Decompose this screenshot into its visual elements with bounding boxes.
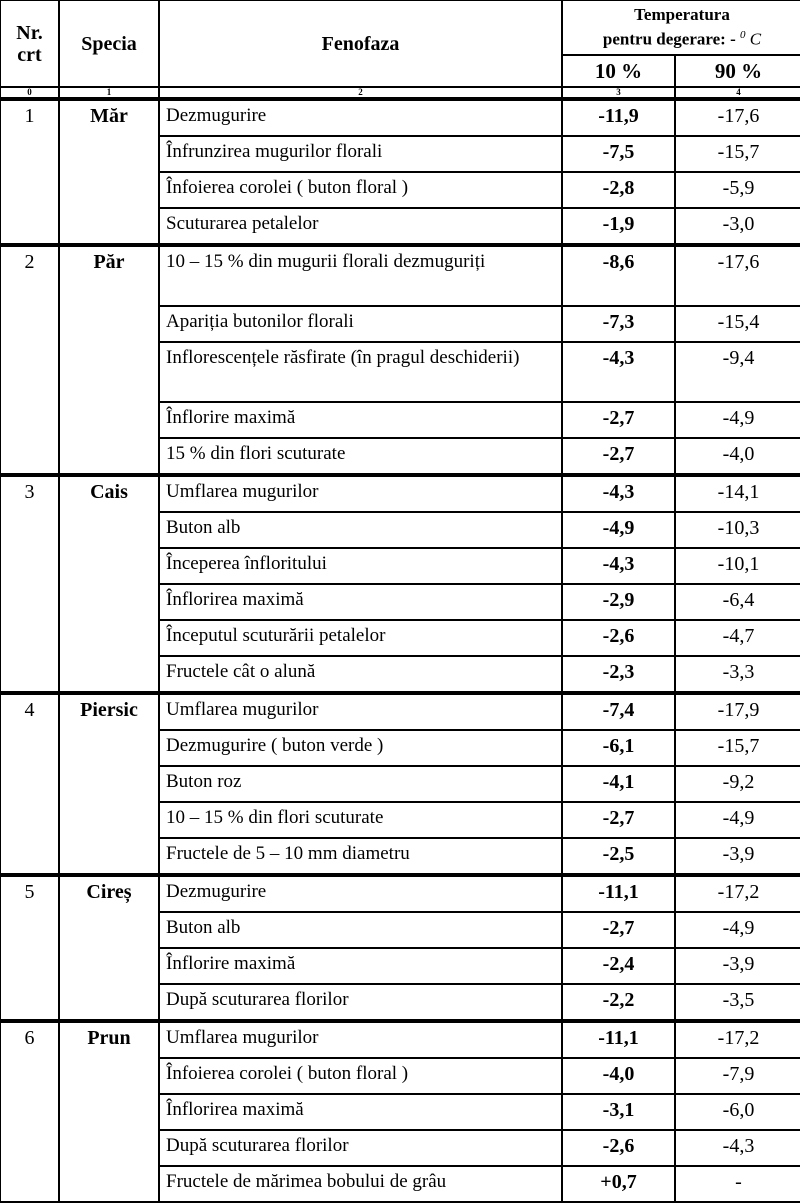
temp-10-cell: -4,3 [562, 475, 675, 512]
temp-90-cell: -7,9 [675, 1058, 800, 1094]
table-body [0, 99, 800, 1202]
species-cell: Măr [59, 99, 159, 245]
temp-10-cell: -4,0 [562, 1058, 675, 1094]
index-row [0, 87, 800, 99]
temp-90-cell: -6,0 [675, 1094, 800, 1130]
table-row [0, 99, 800, 136]
temp-10-cell: -2,2 [562, 984, 675, 1021]
temp-90-cell: -3,3 [675, 656, 800, 693]
phenophase-cell: Umflarea mugurilor [159, 1021, 562, 1058]
phenophase-cell: Începerea înfloritului [159, 548, 562, 584]
temp-10-cell: -7,5 [562, 136, 675, 172]
table-row [0, 693, 800, 730]
temp-10-cell: -11,1 [562, 1021, 675, 1058]
temp-90-cell: -5,9 [675, 172, 800, 208]
header-temperatura-line1: Temperatura [634, 5, 730, 25]
phenophase-cell: Înfoierea corolei ( buton floral ) [159, 172, 562, 208]
temp-90-cell: -9,2 [675, 766, 800, 802]
temp-90-cell: -14,1 [675, 475, 800, 512]
table-row [0, 475, 800, 512]
header-temperatura-line2: pentru degerare: - [602, 29, 736, 49]
phenophase-cell: Umflarea mugurilor [159, 475, 562, 512]
phenophase-cell: Dezmugurire ( buton verde ) [159, 730, 562, 766]
species-cell: Prun [59, 1021, 159, 1202]
temp-10-cell: -2,8 [562, 172, 675, 208]
species-cell: Cireș [59, 875, 159, 1021]
header-fenofaza: Fenofaza [159, 0, 562, 87]
phenophase-cell: Dezmugurire [159, 99, 562, 136]
temp-90-cell: -9,4 [675, 342, 800, 402]
temp-90-cell: -3,5 [675, 984, 800, 1021]
species-cell: Piersic [59, 693, 159, 875]
temp-90-cell: - [675, 1166, 800, 1202]
phenophase-cell: Înfoierea corolei ( buton floral ) [159, 1058, 562, 1094]
temp-90-cell: -17,6 [675, 99, 800, 136]
phenophase-cell: Umflarea mugurilor [159, 693, 562, 730]
temp-10-cell: -4,1 [562, 766, 675, 802]
nr-cell: 5 [0, 875, 59, 1021]
phenophase-cell: 10 – 15 % din flori scuturate [159, 802, 562, 838]
phenophase-cell: Inflorescențele răsfirate (în pragul deschiderii) [159, 342, 562, 402]
phenophase-cell: Buton alb [159, 512, 562, 548]
temp-10-cell: -3,1 [562, 1094, 675, 1130]
temp-10-cell: -2,7 [562, 438, 675, 475]
table-row [0, 875, 800, 912]
temp-10-cell: -1,9 [562, 208, 675, 245]
header-temperatura-sup: 0 [739, 29, 746, 42]
header-temperatura [562, 0, 800, 55]
phenophase-cell: Începutul scuturării petalelor [159, 620, 562, 656]
temp-90-cell: -3,9 [675, 948, 800, 984]
temp-10-cell: -4,9 [562, 512, 675, 548]
phenophase-cell: Apariția butonilor florali [159, 306, 562, 342]
header-nr: Nr. crt [0, 0, 59, 87]
temp-90-cell: -6,4 [675, 584, 800, 620]
temp-10-cell: -11,1 [562, 875, 675, 912]
temp-90-cell: -10,1 [675, 548, 800, 584]
temp-90-cell: -17,2 [675, 1021, 800, 1058]
temp-10-cell: -4,3 [562, 548, 675, 584]
index-cell: 1 [59, 87, 159, 99]
temp-90-cell: -3,9 [675, 838, 800, 875]
temp-10-cell: -2,4 [562, 948, 675, 984]
phenophase-cell: Înflorire maximă [159, 402, 562, 438]
index-cell: 0 [0, 87, 59, 99]
temp-90-cell: -15,7 [675, 136, 800, 172]
temp-90-cell: -4,9 [675, 912, 800, 948]
temp-10-cell: -2,3 [562, 656, 675, 693]
phenophase-cell: Înflorire maximă [159, 948, 562, 984]
temp-90-cell: -4,0 [675, 438, 800, 475]
nr-cell: 6 [0, 1021, 59, 1202]
temp-10-cell: -2,5 [562, 838, 675, 875]
temp-90-cell: -10,3 [675, 512, 800, 548]
index-cell: 4 [675, 87, 800, 99]
header-10: 10 % [562, 55, 675, 87]
temp-90-cell: -17,9 [675, 693, 800, 730]
temp-90-cell: -4,9 [675, 402, 800, 438]
temp-10-cell: -2,6 [562, 620, 675, 656]
temp-90-cell: -4,3 [675, 1130, 800, 1166]
temp-10-cell: -2,9 [562, 584, 675, 620]
phenophase-cell: După scuturarea florilor [159, 984, 562, 1021]
species-cell: Cais [59, 475, 159, 693]
nr-cell: 1 [0, 99, 59, 245]
temp-10-cell: -8,6 [562, 245, 675, 306]
temp-90-cell: -4,9 [675, 802, 800, 838]
header-specia: Specia [59, 0, 159, 87]
header-temperatura-unit: C [749, 29, 762, 49]
temp-10-cell: -6,1 [562, 730, 675, 766]
index-cell: 3 [562, 87, 675, 99]
temp-10-cell: -2,7 [562, 402, 675, 438]
species-cell: Păr [59, 245, 159, 475]
temp-10-cell: -2,7 [562, 912, 675, 948]
phenophase-cell: Fructele cât o alună [159, 656, 562, 693]
temp-90-cell: -4,7 [675, 620, 800, 656]
temp-10-cell: -2,6 [562, 1130, 675, 1166]
temp-10-cell: -7,3 [562, 306, 675, 342]
phenophase-cell: Fructele de mărimea bobului de grâu [159, 1166, 562, 1202]
header-row [0, 0, 800, 55]
nr-cell: 3 [0, 475, 59, 693]
table-row [0, 245, 800, 306]
nr-cell: 2 [0, 245, 59, 475]
temp-10-cell: +0,7 [562, 1166, 675, 1202]
phenophase-cell: 10 – 15 % din mugurii florali dezmuguriți [159, 245, 562, 306]
temp-90-cell: -3,0 [675, 208, 800, 245]
temp-90-cell: -17,6 [675, 245, 800, 306]
phenophase-cell: Scuturarea petalelor [159, 208, 562, 245]
phenophase-cell: Înflorirea maximă [159, 1094, 562, 1130]
header-90: 90 % [675, 55, 800, 87]
index-cell: 2 [159, 87, 562, 99]
temp-90-cell: -17,2 [675, 875, 800, 912]
phenophase-cell: Buton roz [159, 766, 562, 802]
phenophase-cell: Buton alb [159, 912, 562, 948]
phenophase-cell: Înfrunzirea mugurilor florali [159, 136, 562, 172]
temp-10-cell: -2,7 [562, 802, 675, 838]
phenophase-cell: După scuturarea florilor [159, 1130, 562, 1166]
phenophase-cell: 15 % din flori scuturate [159, 438, 562, 475]
nr-cell: 4 [0, 693, 59, 875]
temp-10-cell: -4,3 [562, 342, 675, 402]
temp-90-cell: -15,7 [675, 730, 800, 766]
phenophase-cell: Fructele de 5 – 10 mm diametru [159, 838, 562, 875]
temp-10-cell: -11,9 [562, 99, 675, 136]
temp-10-cell: -7,4 [562, 693, 675, 730]
temp-90-cell: -15,4 [675, 306, 800, 342]
table-row [0, 1021, 800, 1058]
phenophase-cell: Dezmugurire [159, 875, 562, 912]
phenophase-cell: Înflorirea maximă [159, 584, 562, 620]
